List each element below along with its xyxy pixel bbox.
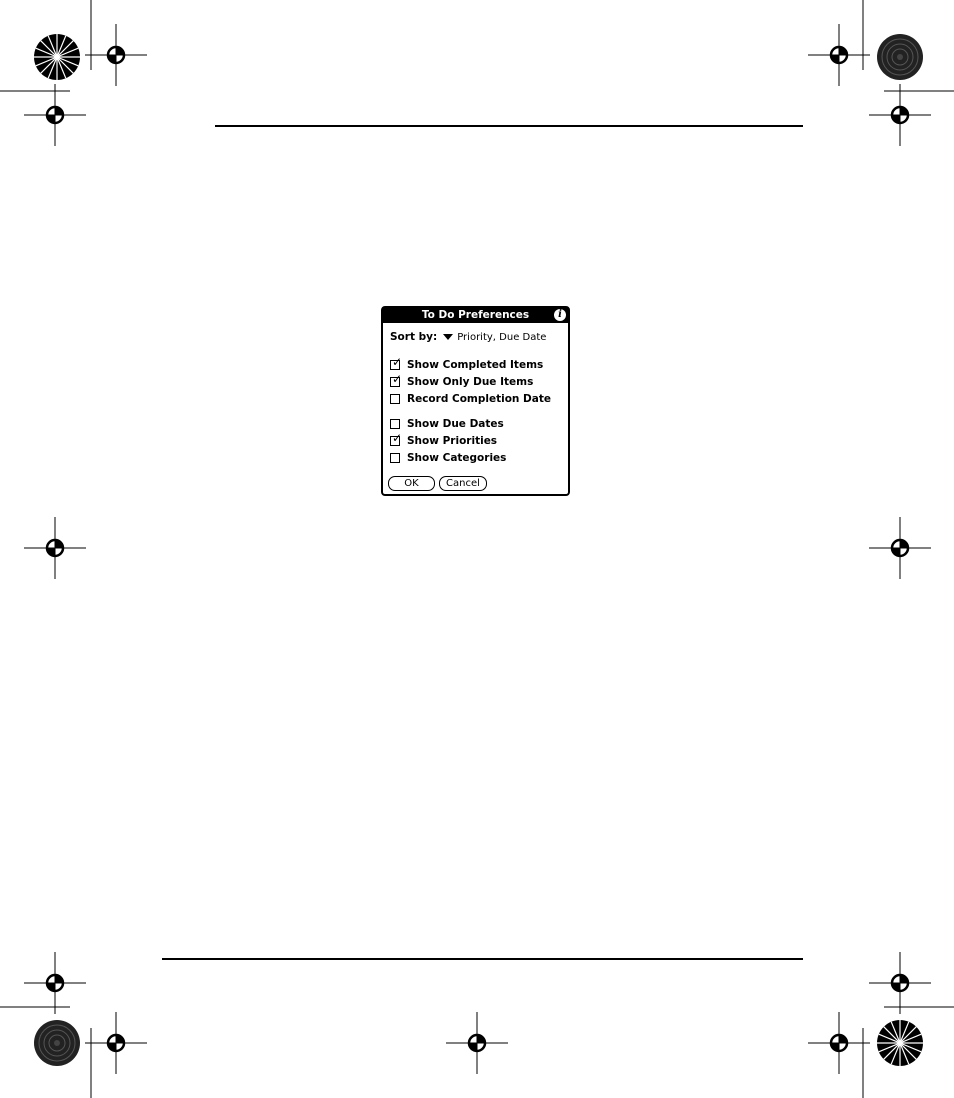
cancel-button[interactable]: Cancel bbox=[439, 476, 487, 491]
ok-button[interactable]: OK bbox=[388, 476, 435, 491]
checkbox-checked-icon: ✓ bbox=[392, 372, 403, 386]
dialog-titlebar bbox=[383, 308, 568, 323]
checkbox-label: Record Completion Date bbox=[407, 393, 551, 405]
checkbox-label: Show Completed Items bbox=[407, 359, 544, 371]
dialog-title: To Do Preferences bbox=[421, 309, 530, 321]
checkbox-label: Show Categories bbox=[407, 452, 507, 464]
show-due-dates-checkbox[interactable] bbox=[390, 418, 504, 430]
checkbox-unchecked-icon bbox=[390, 453, 400, 463]
checkbox-label: Show Priorities bbox=[407, 435, 498, 447]
checkbox-checked-icon: ✓ bbox=[392, 431, 403, 445]
info-icon[interactable]: i bbox=[554, 309, 566, 321]
show-categories-checkbox[interactable] bbox=[390, 452, 506, 464]
sort-by-label: Sort by: bbox=[390, 331, 438, 343]
show-priorities-checkbox[interactable] bbox=[390, 431, 498, 447]
checkbox-unchecked-icon bbox=[390, 419, 400, 429]
header-rule bbox=[215, 125, 803, 127]
footer-rule bbox=[162, 958, 803, 960]
checkbox-label: Show Only Due Items bbox=[407, 376, 534, 388]
record-completion-date-checkbox[interactable] bbox=[390, 393, 551, 405]
show-completed-items-checkbox[interactable] bbox=[390, 355, 544, 371]
to-do-preferences-dialog bbox=[381, 306, 570, 496]
show-only-due-items-checkbox[interactable] bbox=[390, 372, 534, 388]
dropdown-triangle-icon bbox=[443, 334, 453, 340]
checkbox-unchecked-icon bbox=[390, 394, 400, 404]
sort-by-popup-trigger[interactable] bbox=[443, 332, 546, 343]
checkbox-checked-icon: ✓ bbox=[392, 355, 403, 369]
checkbox-label: Show Due Dates bbox=[407, 418, 504, 430]
sort-by-value: Priority, Due Date bbox=[457, 331, 547, 343]
sort-by-row bbox=[390, 331, 546, 343]
